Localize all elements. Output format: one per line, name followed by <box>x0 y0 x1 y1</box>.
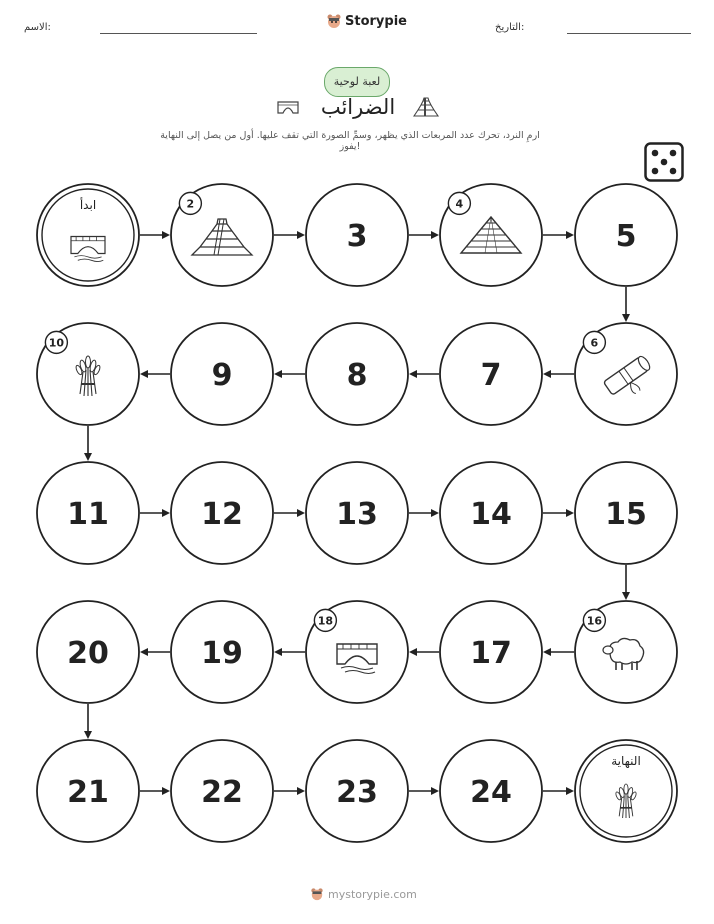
board-cell-17 <box>440 601 542 703</box>
board-cell-22 <box>171 740 273 842</box>
cell-number: 3 <box>346 219 368 254</box>
cell-number: 10 <box>48 336 65 350</box>
board-cell-7 <box>440 323 542 425</box>
board-cell-6 <box>575 323 677 425</box>
board-cell-3 <box>306 184 408 286</box>
cell-number: 14 <box>470 497 512 532</box>
arrow-head <box>162 231 170 239</box>
board-cell-24 <box>440 740 542 842</box>
board-cell-21 <box>37 740 139 842</box>
board-cell-13 <box>306 462 408 564</box>
page-title: الضرائب <box>320 95 396 119</box>
arrow-head <box>409 370 417 378</box>
arrow-head <box>543 648 551 656</box>
cell-number: 23 <box>336 775 378 810</box>
board-cell-8 <box>306 323 408 425</box>
arrow-head <box>297 787 305 795</box>
name-label: الاسم: <box>24 22 51 33</box>
cell-number: 5 <box>615 219 637 254</box>
game-type-badge: لعبة لوحية <box>324 67 390 97</box>
arrow-head <box>297 509 305 517</box>
instructions: ارمِ النرد، تحرك عدد المربعات الذي يظهر، وسمِّ الصورة التي تقف عليها. أول من يصل إلى النهاية يفوز! <box>160 130 540 152</box>
arrow-head <box>84 453 92 461</box>
cell-number: 21 <box>67 775 109 810</box>
footer-url[interactable]: mystorypie.com <box>328 887 417 901</box>
arrow-head <box>543 370 551 378</box>
cell-number: 17 <box>470 636 512 671</box>
arrow-head <box>566 787 574 795</box>
cell-number: 12 <box>201 497 243 532</box>
arrow-head <box>622 314 630 322</box>
board-cell-14 <box>440 462 542 564</box>
arrow-head <box>431 231 439 239</box>
end-label: النهاية <box>611 754 641 768</box>
start-label: ابدأ <box>79 198 97 212</box>
board-cell-2 <box>171 184 273 286</box>
cell-number: 13 <box>336 497 378 532</box>
arrow-head <box>297 231 305 239</box>
board-cell-10 <box>37 323 139 425</box>
cell-number: 15 <box>605 497 647 532</box>
arrow-head <box>274 648 282 656</box>
arrow-head <box>431 787 439 795</box>
arrow-head <box>140 648 148 656</box>
board-cell-11 <box>37 462 139 564</box>
cell-number: 2 <box>186 197 195 211</box>
arrow-head <box>84 731 92 739</box>
board-cell-5 <box>575 184 677 286</box>
board-cell-12 <box>171 462 273 564</box>
arrow-head <box>566 509 574 517</box>
arrow-head <box>162 509 170 517</box>
board-cell-15 <box>575 462 677 564</box>
board-cell-9 <box>171 323 273 425</box>
cell-number: 22 <box>201 775 243 810</box>
footer <box>310 887 417 901</box>
date-label: التاريخ: <box>495 22 525 33</box>
board-cell-4 <box>440 184 542 286</box>
storypie-bear-icon <box>310 887 324 901</box>
brand-name: Storypie <box>345 13 407 29</box>
arrow-head <box>140 370 148 378</box>
cell-number: 24 <box>470 775 512 810</box>
board-cell-19 <box>171 601 273 703</box>
cell-number: 6 <box>590 336 599 350</box>
board-cell-16 <box>575 601 677 703</box>
board-cell-20 <box>37 601 139 703</box>
cell-number: 9 <box>211 358 233 393</box>
arrow-head <box>566 231 574 239</box>
cell-number: 18 <box>317 614 334 628</box>
cell-number: 4 <box>455 197 464 211</box>
arrow-head <box>274 370 282 378</box>
board-cell-1 <box>37 184 139 286</box>
cell-number: 7 <box>480 358 502 393</box>
arrow-head <box>162 787 170 795</box>
board-cell-18 <box>306 601 408 703</box>
cell-number: 20 <box>67 636 109 671</box>
board-cell-25 <box>575 740 677 842</box>
arrow-head <box>409 648 417 656</box>
cell-number: 11 <box>67 497 109 532</box>
arrow-head <box>622 592 630 600</box>
arrow-head <box>431 509 439 517</box>
cell-number: 19 <box>201 636 243 671</box>
cell-number: 16 <box>586 614 603 628</box>
board-cell-23 <box>306 740 408 842</box>
cell-number: 8 <box>346 358 368 393</box>
